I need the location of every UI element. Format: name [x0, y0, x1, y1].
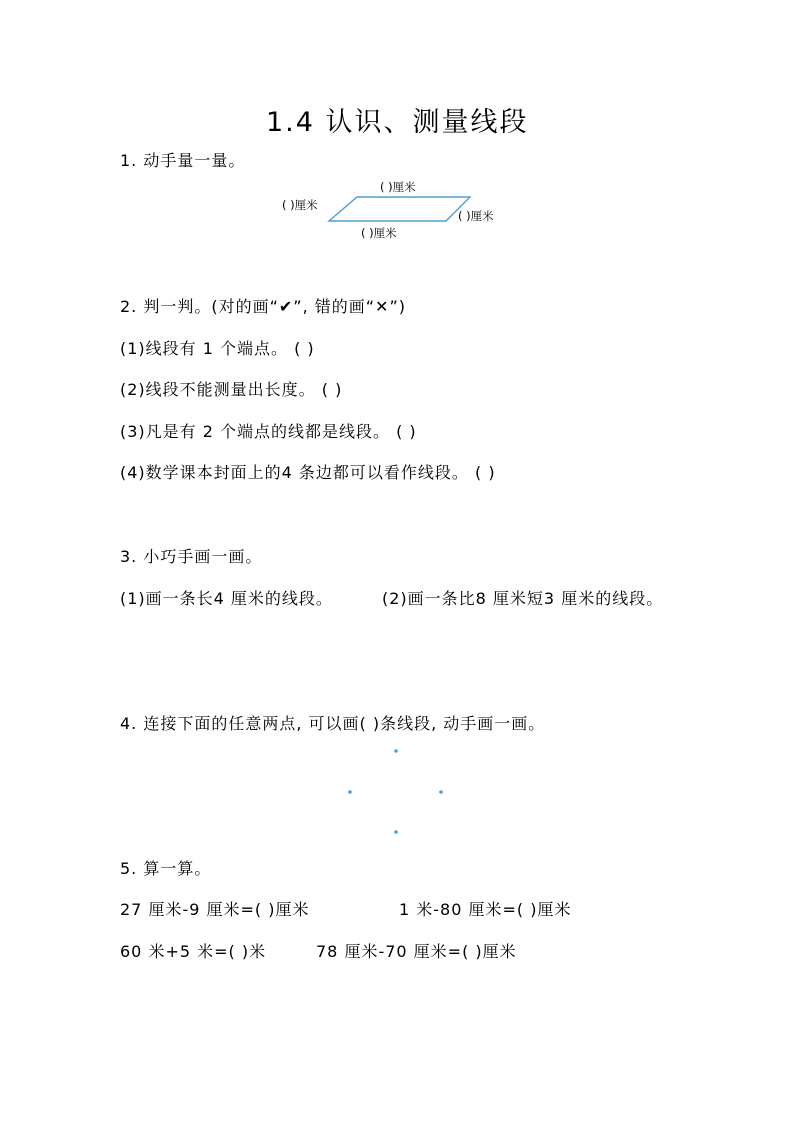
q4-heading: 4. 连接下面的任意两点, 可以画( )条线段, 动手画一画。	[120, 714, 546, 733]
parallelogram	[329, 197, 470, 221]
point-right	[439, 790, 443, 794]
q5-row1-left: 27 厘米-9 厘米=( )厘米	[120, 900, 310, 919]
q2-item-4: (4)数学课本封面上的4 条边都可以看作线段。 ( )	[120, 463, 496, 482]
point-left	[348, 790, 352, 794]
q1-heading: 1. 动手量一量。	[120, 151, 246, 170]
label-bottom-side: ( )厘米	[361, 226, 397, 240]
q3-item-2: (2)画一条比8 厘米短3 厘米的线段。	[382, 589, 664, 608]
q2-item-1: (1)线段有 1 个端点。 ( )	[120, 339, 315, 358]
q5-heading: 5. 算一算。	[120, 859, 212, 878]
q5-row2-left: 60 米+5 米=( )米	[120, 942, 267, 961]
q5-row1-right: 1 米-80 厘米=( )厘米	[399, 900, 572, 919]
q5-row2-right: 78 厘米-70 厘米=( )厘米	[316, 942, 517, 961]
q3-item-1: (1)画一条长4 厘米的线段。	[120, 589, 333, 608]
q2-item-3: (3)凡是有 2 个端点的线都是线段。 ( )	[120, 422, 417, 441]
page-title: 1.4 认识、测量线段	[266, 107, 529, 138]
label-top-side: ( )厘米	[380, 180, 416, 194]
q3-heading: 3. 小巧手画一画。	[120, 547, 263, 566]
label-left-side: ( )厘米	[282, 198, 318, 212]
label-right-side: ( )厘米	[458, 209, 494, 223]
q2-heading: 2. 判一判。(对的画“✔”, 错的画“✕”)	[120, 297, 406, 316]
q2-item-2: (2)线段不能测量出长度。 ( )	[120, 380, 343, 399]
point-bottom	[394, 830, 398, 834]
point-top	[394, 749, 398, 753]
